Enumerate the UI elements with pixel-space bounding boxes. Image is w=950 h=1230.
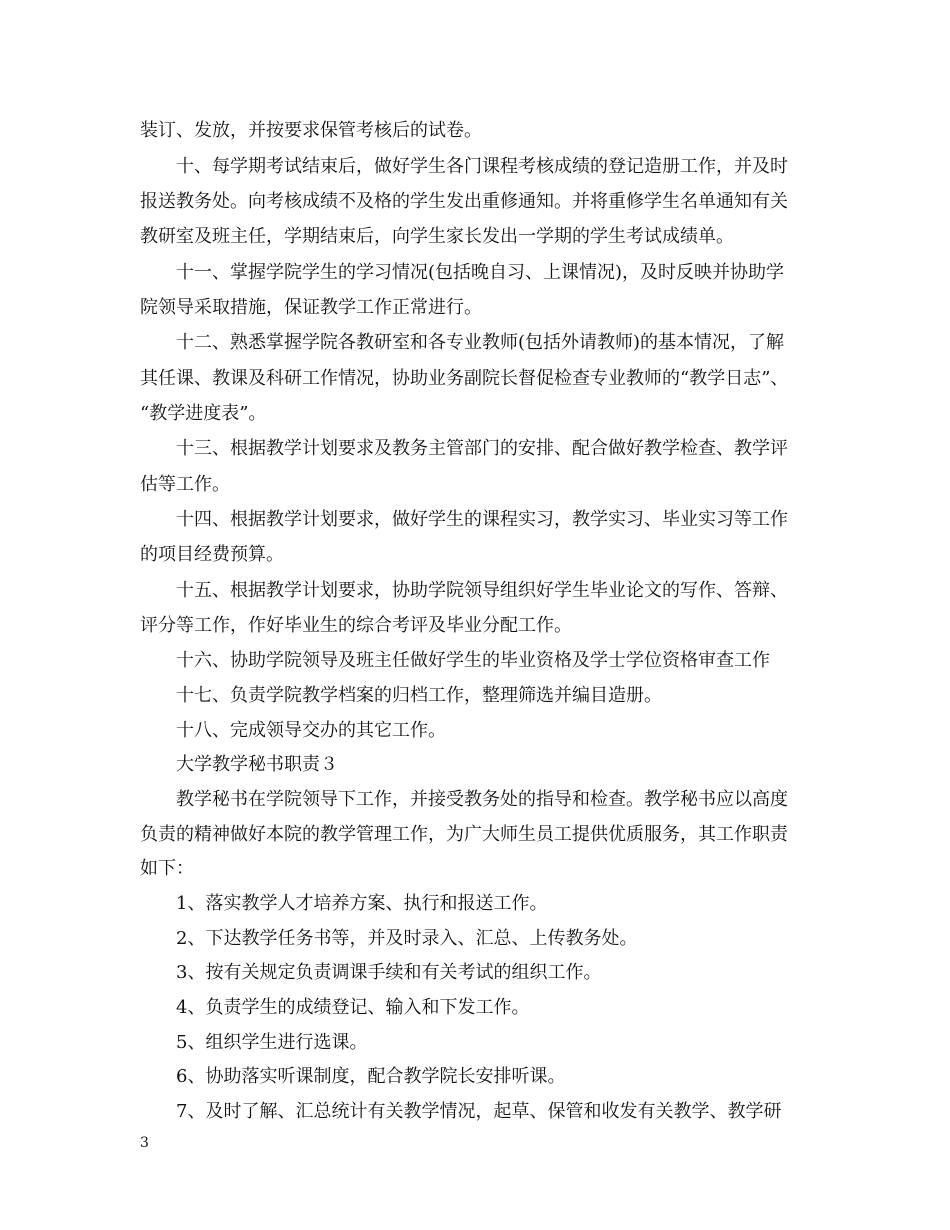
list-item: 3、按有关规定负责调课手续和有关考试的组织工作。 <box>176 962 602 983</box>
text-line: 其任课、教课及科研工作情况，协助业务副院长督促检查专业教师的“教学日志”、 <box>140 368 789 389</box>
text-line: 教研室及班主任，学期结束后，向学生家长发出一学期的学生考试成绩单。 <box>140 226 734 247</box>
text-line: 评分等工作，作好毕业生的综合考评及毕业分配工作。 <box>140 615 572 636</box>
section-heading: 大学教学秘书职责３ <box>176 754 338 775</box>
list-item: 2、下达教学任务书等，并及时录入、汇总、上传教务处。 <box>176 928 638 949</box>
list-item: 4、负责学生的成绩登记、输入和下发工作。 <box>176 997 530 1018</box>
text-line: 十二、熟悉掌握学院各教研室和各专业教师(包括外请教师)的基本情况，了解 <box>176 332 785 353</box>
text-line: “教学进度表”。 <box>140 403 267 424</box>
list-item: 7、及时了解、汇总统计有关教学情况，起草、保管和收发有关教学、教学研 <box>176 1101 782 1122</box>
text-line: 十五、根据教学计划要求，协助学院领导组织好学生毕业论文的写作、答辩、 <box>176 580 788 601</box>
text-line: 的项目经费预算。 <box>140 544 284 565</box>
text-line: 报送教务处。向考核成绩不及格的学生发出重修通知。并将重修学生名单通知有关 <box>140 191 788 212</box>
list-item: 1、落实教学人才培养方案、执行和报送工作。 <box>176 893 548 914</box>
text-line: 十四、根据教学计划要求，做好学生的课程实习，教学实习、毕业实习等工作 <box>176 509 788 530</box>
text-line: 院领导采取措施，保证教学工作正常进行。 <box>140 297 482 318</box>
page-number: 3 <box>140 1135 149 1151</box>
text-line: 如下： <box>140 858 194 879</box>
list-item: 5、组织学生进行选课。 <box>176 1032 368 1053</box>
text-line: 十六、协助学院领导及班主任做好学生的毕业资格及学士学位资格审查工作 <box>176 650 770 671</box>
text-line: 负责的精神做好本院的教学管理工作，为广大师生员工提供优质服务，其工作职责 <box>140 824 788 845</box>
text-line: 装订、发放，并按要求保管考核后的试卷。 <box>140 120 482 141</box>
text-line: 十八、完成领导交办的其它工作。 <box>176 720 446 741</box>
text-line: 教学秘书在学院领导下工作，并接受教务处的指导和检查。教学秘书应以高度 <box>176 789 788 810</box>
text-line: 十七、负责学院教学档案的归档工作，整理筛选并编目造册。 <box>176 685 662 706</box>
text-line: 十三、根据教学计划要求及教务主管部门的安排、配合做好教学检查、教学评 <box>176 438 788 459</box>
text-line: 十一、掌握学院学生的学习情况(包括晚自习、上课情况)，及时反映并协助学 <box>176 262 785 283</box>
text-line: 估等工作。 <box>140 474 230 495</box>
list-item: 6、协助落实听课制度，配合教学院长安排听课。 <box>176 1066 566 1087</box>
text-line: 十、每学期考试结束后，做好学生各门课程考核成绩的登记造册工作，并及时 <box>176 156 788 177</box>
